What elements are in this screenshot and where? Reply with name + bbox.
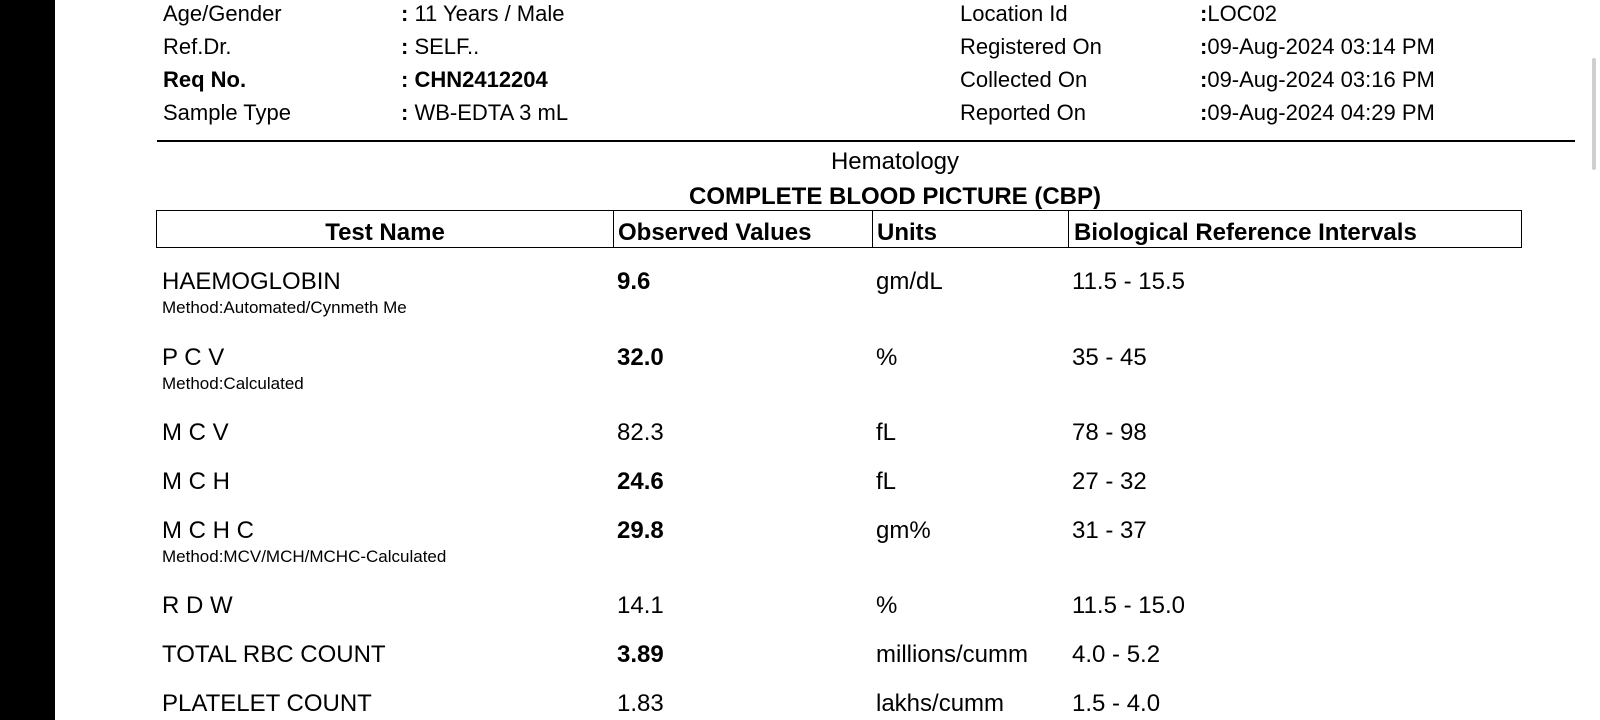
department-title: Hematology [830,148,960,175]
test-name: P C V [162,344,225,371]
info-label: Sample Type [163,100,292,125]
unit: lakhs/cumm [876,690,1005,717]
reference-interval: 31 - 37 [1072,517,1147,544]
info-value: 09-Aug-2024 03:14 PM [1207,34,1435,59]
observed-value: 32.0 [617,344,664,371]
reference-interval: 11.5 - 15.5 [1072,268,1185,295]
info-label: Collected On [960,67,1088,92]
info-value: 09-Aug-2024 04:29 PM [1207,100,1435,125]
observed-value: 24.6 [617,468,664,495]
unit: gm% [876,517,931,544]
reference-interval: 4.0 - 5.2 [1072,641,1161,668]
test-name: M C H [162,468,230,495]
observed-value: 82.3 [617,419,664,446]
info-value: 09-Aug-2024 03:16 PM [1207,67,1435,92]
observed-value: 1.83 [617,690,664,717]
info-label: Age/Gender [163,1,282,26]
reference-interval: 1.5 - 4.0 [1072,690,1161,717]
observed-value: 3.89 [617,641,664,668]
unit: millions/cumm [876,641,1029,668]
observed-value: 14.1 [617,592,664,619]
unit: fL [876,468,897,495]
column-header-observed-values: Observed Values [613,211,872,247]
info-value: 11 Years / Male [414,1,565,26]
reference-interval: 11.5 - 15.0 [1072,592,1185,619]
test-method: Method:MCV/MCH/MCHC-Calculated [162,547,447,566]
test-name: M C H C [162,517,254,544]
observed-value: 29.8 [617,517,664,544]
test-name: TOTAL RBC COUNT [162,641,386,668]
header-divider [157,140,1575,142]
column-header-reference-intervals: Biological Reference Intervals [1068,211,1521,247]
test-name: PLATELET COUNT [162,690,372,717]
column-header-test-name: Test Name [325,219,445,246]
test-name: HAEMOGLOBIN [162,268,341,295]
info-label: Ref.Dr. [163,34,232,59]
info-value: LOC02 [1207,1,1278,26]
info-label: Registered On [960,34,1102,59]
test-name: R D W [162,592,233,619]
info-value: CHN2412204 [414,67,548,92]
info-label: Reported On [960,100,1086,125]
report-page: Age/Gender : 11 Years / Male Ref.Dr. : SELF.. Req No. : CHN2412204 Sample Type : WB-EDTA 3 mL Location Id :LOC02 Registered On :09-Aug-2024 03:14 PM Collected On :09-Aug-2024 03:16 PM Reported On :09-Aug-2024 04:29 PM Hematology COMPLETE BLOOD PICTURE (CBP) Test Name Observed Values Units Biological Reference Intervals HAEMOGLOBIN 9.6 gm/dL 11.5 - 15.5 Method:Automated/Cynmeth Me P C V 32.0 % 35 - 45 Method:Calculated M C V 82.3 fL 78 - 98 M C H 24.6 fL 27 - 32 M C H C 29.8 gm% 31 - 37 Method:MCV/MCH/MCHC-Calculated R D W 14.1 % 11.5 - 15.0 TOTAL RBC COUNT 3.89 millions/cumm 4.0 - 5.2 PLATELET COUNT 1.83 lakhs/cumm 1.5 - 4.0 [55,0,1600,720]
info-label: Location Id [960,1,1068,26]
info-label: Req No. [163,67,247,92]
unit: % [876,592,898,619]
reference-interval: 27 - 32 [1072,468,1147,495]
info-value: WB-EDTA 3 mL [414,100,569,125]
info-value: SELF.. [414,34,480,59]
column-header-units: Units [872,211,1068,247]
vertical-scrollbar-thumb[interactable] [1592,58,1596,170]
results-table-header [156,210,1522,248]
unit: fL [876,419,897,446]
test-name: M C V [162,419,229,446]
test-method: Method:Automated/Cynmeth Me [162,298,407,317]
reference-interval: 78 - 98 [1072,419,1147,446]
unit: gm/dL [876,268,943,295]
unit: % [876,344,898,371]
reference-interval: 35 - 45 [1072,344,1147,371]
test-method: Method:Calculated [162,374,304,393]
test-title: COMPLETE BLOOD PICTURE (CBP) [689,183,1101,210]
observed-value: 9.6 [617,268,651,295]
